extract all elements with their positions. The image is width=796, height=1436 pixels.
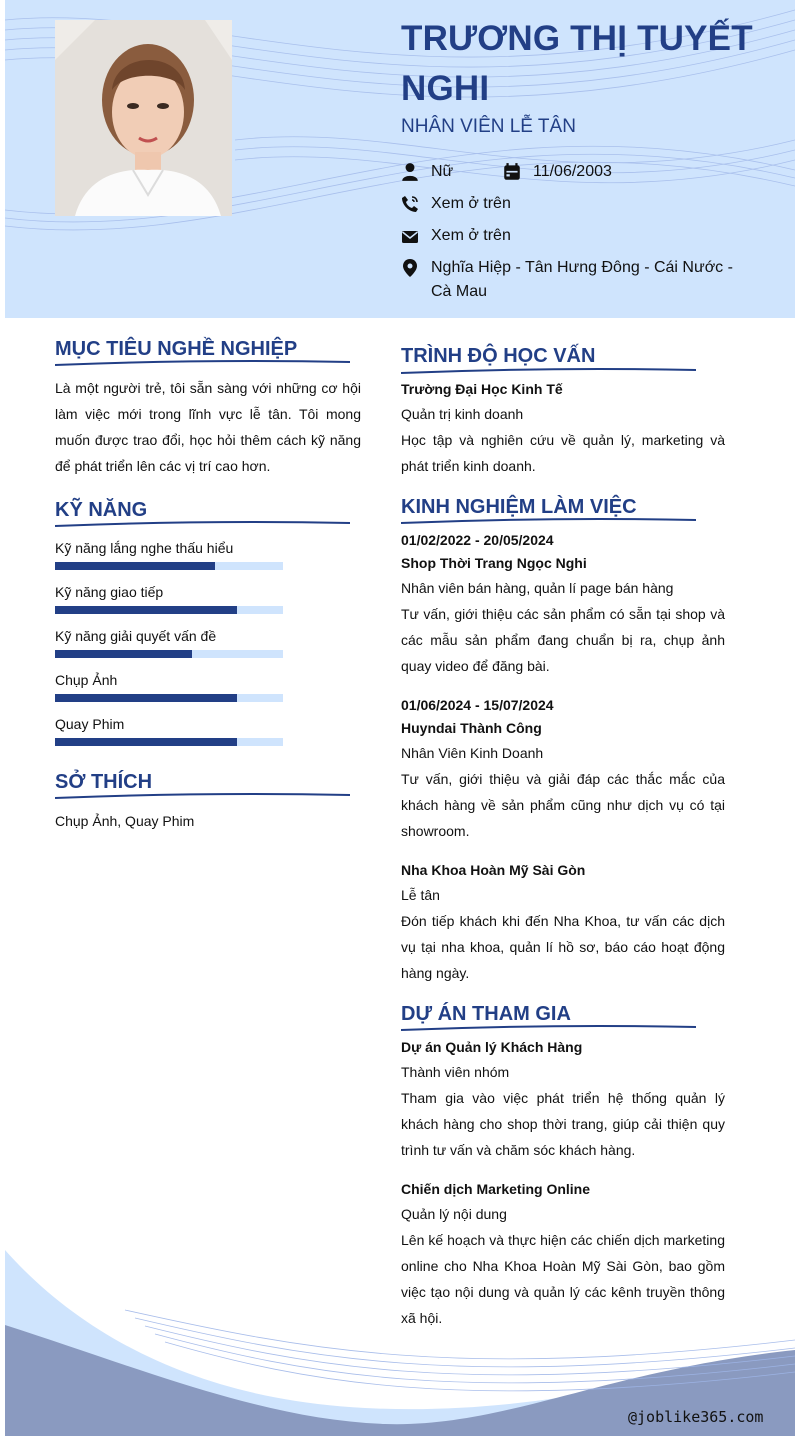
skill-bar bbox=[55, 606, 283, 614]
skill-bar-fill bbox=[55, 562, 215, 570]
skill-label: Kỹ năng giải quyết vấn đề bbox=[55, 628, 217, 644]
profile-photo bbox=[55, 20, 232, 216]
experience-period: 01/02/2022 - 20/05/2024 bbox=[401, 532, 554, 548]
project-description: Lên kế hoạch và thực hiện các chiến dịch marketing online cho Nha Khoa Hoàn Mỹ Sài Gòn, bao gồm việc tạo nội dung và quản lý các kênh truyền thông xã hội. bbox=[401, 1232, 725, 1326]
skill-label: Kỹ năng giao tiếp bbox=[55, 584, 164, 600]
project-role: Quản lý nội dung bbox=[401, 1206, 507, 1222]
experience-position: Nhân viên bán hàng, quản lí page bán hàng bbox=[401, 580, 674, 596]
skill-bar bbox=[55, 562, 283, 570]
skill-bar-fill bbox=[55, 694, 237, 702]
skill-label: Quay Phim bbox=[55, 716, 125, 732]
skill-label: Kỹ năng lắng nghe thấu hiểu bbox=[55, 540, 234, 556]
experience-description: Đón tiếp khách khi đến Nha Khoa, tư vấn các dịch vụ tại nha khoa, quản lí hồ sơ, báo cáo hoạt động hàng ngày. bbox=[401, 913, 725, 981]
skill-bar bbox=[55, 650, 283, 658]
skill-bar-fill bbox=[55, 650, 192, 658]
experience-period: 01/06/2024 - 15/07/2024 bbox=[401, 697, 554, 713]
experience-description: Tư vấn, giới thiệu và giải đáp các thắc mắc của khách hàng về sản phẩm cũng như dịch vụ có tại showroom. bbox=[401, 771, 725, 839]
email-value: Xem ở trên bbox=[431, 227, 511, 244]
skill-label: Chụp Ảnh bbox=[55, 672, 118, 688]
skill-bar-fill bbox=[55, 606, 237, 614]
education-school: Trường Đại Học Kinh Tế bbox=[401, 381, 563, 397]
project-role: Thành viên nhóm bbox=[401, 1064, 510, 1080]
project-description: Tham gia vào việc phát triển hệ thống quản lý khách hàng cho shop thời trang, giúp cải thiện quy trình tư vấn và chăm sóc khách hàng. bbox=[401, 1090, 725, 1158]
hobbies-text: Chụp Ảnh, Quay Phim bbox=[55, 813, 195, 829]
hobbies-title: SỞ THÍCH bbox=[55, 771, 153, 793]
projects-title: DỰ ÁN THAM GIA bbox=[401, 1003, 571, 1025]
hobbies-title-underline bbox=[55, 791, 350, 799]
phone-icon bbox=[401, 194, 419, 214]
experience-description: Tư vấn, giới thiệu các sản phẩm có sẵn tại shop và các mẫu sản phẩm đang chuẩn bị ra, chụp ảnh quay video để đăng bài. bbox=[401, 606, 725, 674]
candidate-role: NHÂN VIÊN LỄ TÂN bbox=[401, 116, 576, 137]
skills-title: KỸ NĂNG bbox=[55, 499, 148, 521]
education-title: TRÌNH ĐỘ HỌC VẤN bbox=[401, 345, 596, 367]
experience-company: Shop Thời Trang Ngọc Nghi bbox=[401, 555, 587, 571]
skills-title-underline bbox=[55, 519, 350, 527]
experience-company: Nha Khoa Hoàn Mỹ Sài Gòn bbox=[401, 862, 586, 878]
address-row bbox=[401, 256, 761, 304]
objective-title-underline bbox=[55, 358, 350, 366]
education-major: Quản trị kinh doanh bbox=[401, 406, 524, 422]
birthdate-row bbox=[503, 160, 663, 184]
phone-row bbox=[401, 192, 761, 216]
skill-bar-fill bbox=[55, 738, 237, 746]
location-pin-icon bbox=[401, 258, 419, 278]
calendar-icon bbox=[503, 162, 521, 182]
objective-title: MỤC TIÊU NGHỀ NGHIỆP bbox=[55, 338, 298, 360]
objective-text: Là một người trẻ, tôi sẵn sàng với những cơ hội làm việc mới trong lĩnh vực lễ tân. Tôi mong muốn được trao đổi, học hỏi thêm cách kỹ năng để phát triển lên các vị trí cao hơn. bbox=[55, 380, 361, 474]
gender-value: Nữ bbox=[431, 163, 454, 180]
cv-page bbox=[5, 0, 795, 1436]
candidate-name: TRƯƠNG THỊ TUYẾT NGHI bbox=[401, 19, 753, 108]
project-name: Chiến dịch Marketing Online bbox=[401, 1181, 591, 1197]
person-icon bbox=[401, 162, 419, 182]
email-row bbox=[401, 224, 761, 248]
projects-title-underline bbox=[401, 1023, 696, 1031]
address-value: Nghĩa Hiệp - Tân Hưng Đông - Cái Nước - Cà Mau bbox=[431, 259, 733, 300]
header bbox=[5, 0, 795, 318]
education-description: Học tập và nghiên cứu về quản lý, marketing và phát triển kinh doanh. bbox=[401, 432, 725, 474]
watermark: @joblike365.com bbox=[628, 1408, 764, 1426]
experience-title: KINH NGHIỆM LÀM VIỆC bbox=[401, 496, 637, 518]
project-name: Dự án Quản lý Khách Hàng bbox=[401, 1039, 583, 1055]
skill-bar bbox=[55, 694, 283, 702]
education-title-underline bbox=[401, 366, 696, 374]
envelope-icon bbox=[401, 226, 419, 246]
skill-bar bbox=[55, 738, 283, 746]
birthdate-value: 11/06/2003 bbox=[533, 163, 612, 180]
experience-company: Huyndai Thành Công bbox=[401, 720, 542, 736]
phone-value: Xem ở trên bbox=[431, 195, 511, 212]
experience-position: Nhân Viên Kinh Doanh bbox=[401, 745, 544, 761]
experience-title-underline bbox=[401, 516, 696, 524]
experience-position: Lễ tân bbox=[401, 887, 440, 903]
